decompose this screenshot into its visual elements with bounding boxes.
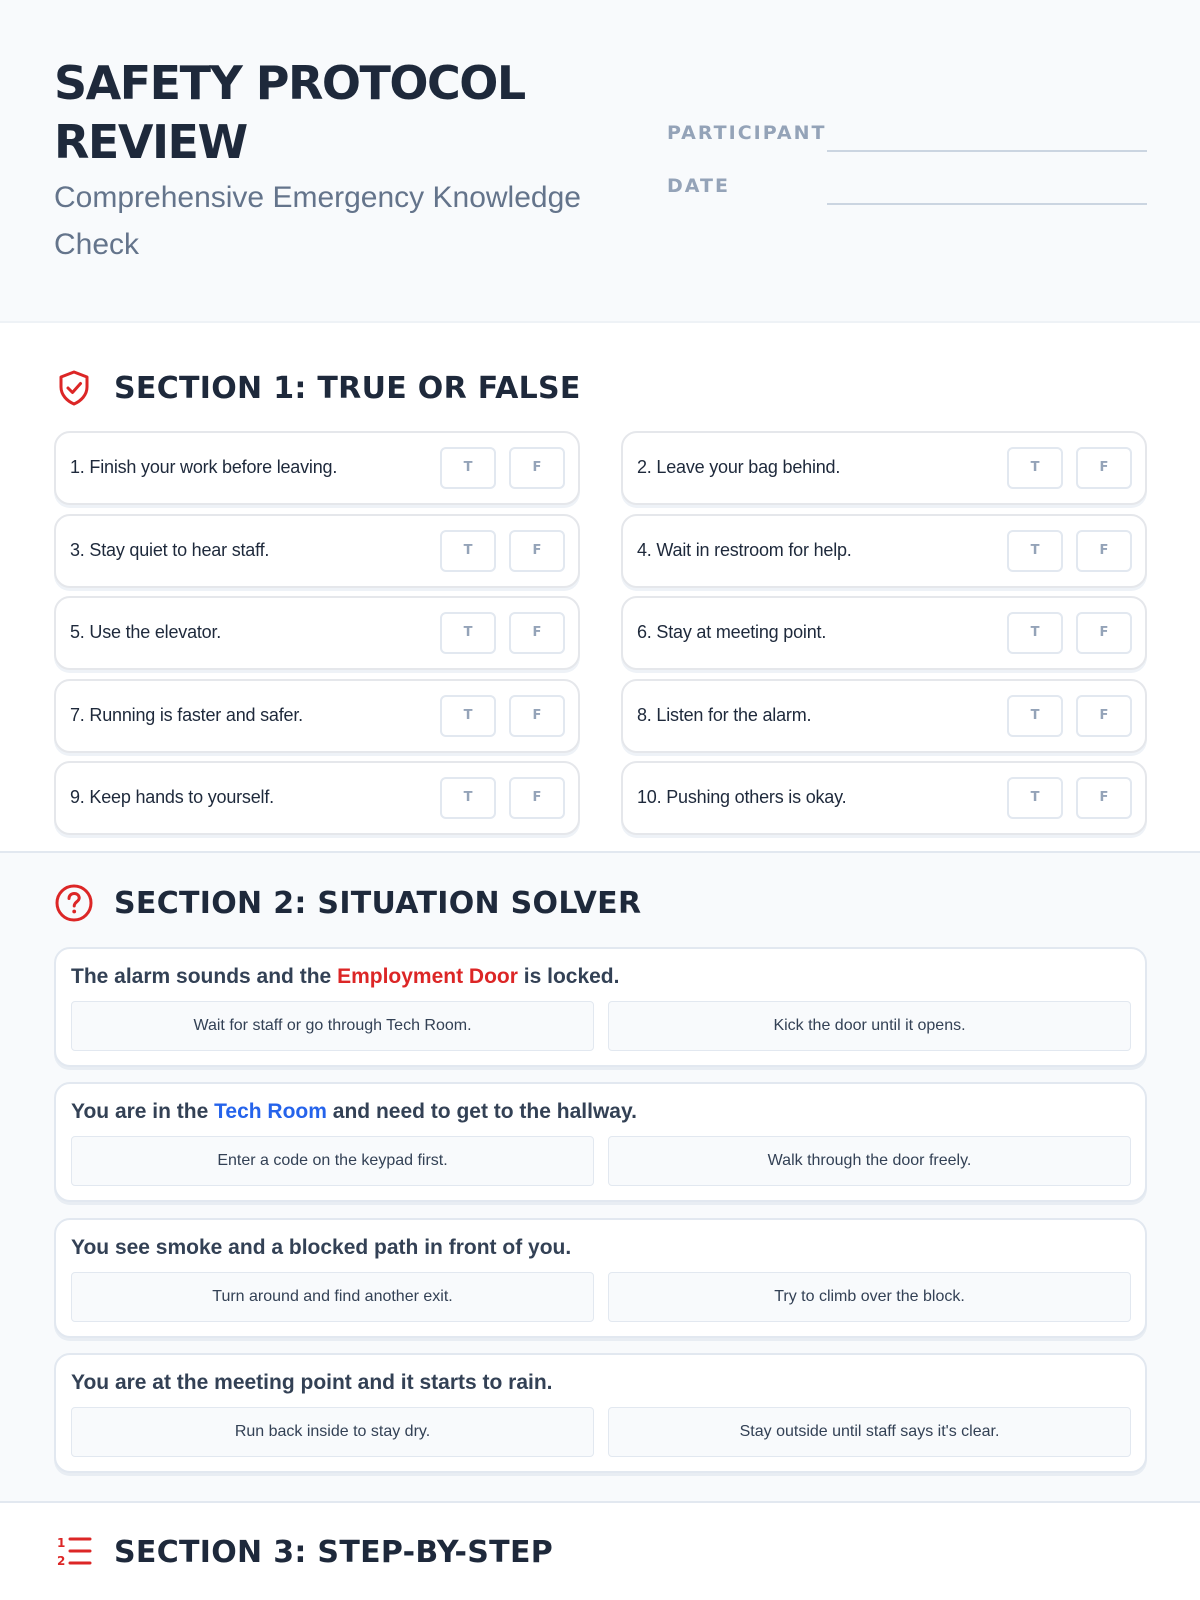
situation-card bbox=[54, 1353, 1147, 1473]
answer-option[interactable]: Wait for staff or go through Tech Room. bbox=[71, 1001, 594, 1051]
section-3-heading bbox=[54, 1530, 553, 1574]
true-button[interactable]: T bbox=[1007, 695, 1063, 737]
situation-text: You are in the bbox=[71, 1100, 215, 1123]
section-2-title: SECTION 2: SITUATION SOLVER bbox=[114, 885, 642, 921]
situation-question bbox=[71, 965, 619, 989]
tf-question-text: 10. Pushing others is okay. bbox=[637, 787, 847, 807]
situation-highlight: Employment Door bbox=[337, 965, 518, 988]
section-3-title: SECTION 3: STEP-BY-STEP bbox=[114, 1534, 554, 1570]
tf-question-text: 9. Keep hands to yourself. bbox=[70, 787, 274, 807]
tf-question-card bbox=[621, 514, 1147, 588]
page-subtitle: Comprehensive Emergency Knowledge Check bbox=[54, 181, 581, 261]
tf-question-card bbox=[54, 596, 580, 670]
answer-option[interactable]: Enter a code on the keypad first. bbox=[71, 1136, 594, 1186]
false-button[interactable]: F bbox=[1076, 530, 1132, 572]
true-button[interactable]: T bbox=[440, 612, 496, 654]
situation-card bbox=[54, 947, 1147, 1067]
situation-question bbox=[71, 1236, 571, 1260]
section-2-heading bbox=[54, 881, 641, 925]
tf-question-card bbox=[621, 679, 1147, 753]
tf-question-card bbox=[54, 431, 580, 505]
situation-text: The alarm sounds and the bbox=[71, 965, 338, 988]
false-button[interactable]: F bbox=[509, 695, 565, 737]
false-button[interactable]: F bbox=[509, 447, 565, 489]
section-step-by-step bbox=[0, 1503, 1200, 1600]
tf-question-card bbox=[621, 761, 1147, 835]
situation-text-end: is locked. bbox=[517, 965, 620, 988]
situation-text: You are at the meeting point and it starts to rain. bbox=[71, 1371, 553, 1394]
date-label: DATE bbox=[667, 175, 730, 197]
tf-question-text: 1. Finish your work before leaving. bbox=[70, 457, 338, 477]
section-true-false bbox=[0, 323, 1200, 851]
answer-option[interactable]: Kick the door until it opens. bbox=[608, 1001, 1131, 1051]
svg-text:1: 1 bbox=[57, 1536, 66, 1550]
situation-text: You see smoke and a blocked path in front of you. bbox=[71, 1236, 572, 1259]
tf-question-card bbox=[621, 596, 1147, 670]
section-1-title: SECTION 1: TRUE OR FALSE bbox=[114, 370, 581, 406]
true-button[interactable]: T bbox=[1007, 777, 1063, 819]
false-button[interactable]: F bbox=[1076, 612, 1132, 654]
situation-card bbox=[54, 1082, 1147, 1202]
section-1-heading bbox=[54, 366, 581, 410]
answer-option[interactable]: Walk through the door freely. bbox=[608, 1136, 1131, 1186]
true-button[interactable]: T bbox=[1007, 612, 1063, 654]
answer-option[interactable]: Turn around and find another exit. bbox=[71, 1272, 594, 1322]
tf-question-text: 7. Running is faster and safer. bbox=[70, 705, 303, 725]
true-button[interactable]: T bbox=[440, 530, 496, 572]
true-button[interactable]: T bbox=[1007, 447, 1063, 489]
svg-text:2: 2 bbox=[57, 1554, 66, 1568]
false-button[interactable]: F bbox=[509, 777, 565, 819]
shield-check-icon bbox=[54, 368, 94, 408]
question-circle-icon bbox=[54, 883, 94, 923]
tf-question-text: 2. Leave your bag behind. bbox=[637, 457, 841, 477]
date-input-line[interactable] bbox=[827, 203, 1147, 205]
situation-card bbox=[54, 1218, 1147, 1338]
true-button[interactable]: T bbox=[440, 447, 496, 489]
tf-question-card bbox=[621, 431, 1147, 505]
situation-question bbox=[71, 1100, 637, 1124]
true-button[interactable]: T bbox=[1007, 530, 1063, 572]
tf-question-text: 6. Stay at meeting point. bbox=[637, 622, 827, 642]
answer-option[interactable]: Stay outside until staff says it's clear. bbox=[608, 1407, 1131, 1457]
false-button[interactable]: F bbox=[509, 530, 565, 572]
true-button[interactable]: T bbox=[440, 695, 496, 737]
answer-option[interactable]: Run back inside to stay dry. bbox=[71, 1407, 594, 1457]
tf-question-card bbox=[54, 761, 580, 835]
tf-question-text: 5. Use the elevator. bbox=[70, 622, 222, 642]
true-button[interactable]: T bbox=[440, 777, 496, 819]
tf-question-text: 3. Stay quiet to hear staff. bbox=[70, 540, 270, 560]
situation-question bbox=[71, 1371, 553, 1395]
situation-highlight: Tech Room bbox=[214, 1100, 327, 1123]
tf-question-card bbox=[54, 514, 580, 588]
participant-label: PARTICIPANT bbox=[667, 122, 827, 144]
false-button[interactable]: F bbox=[1076, 695, 1132, 737]
page-header bbox=[0, 0, 1200, 323]
tf-question-card bbox=[54, 679, 580, 753]
situation-text-end: and need to get to the hallway. bbox=[326, 1100, 637, 1123]
page-title: SAFETY PROTOCOL REVIEW bbox=[54, 56, 525, 169]
date-field bbox=[667, 175, 1147, 215]
section-situation-solver bbox=[0, 851, 1200, 1503]
false-button[interactable]: F bbox=[1076, 447, 1132, 489]
numbered-list-icon bbox=[54, 1532, 94, 1572]
false-button[interactable]: F bbox=[1076, 777, 1132, 819]
tf-question-text: 8. Listen for the alarm. bbox=[637, 705, 812, 725]
participant-input-line[interactable] bbox=[827, 150, 1147, 152]
answer-option[interactable]: Try to climb over the block. bbox=[608, 1272, 1131, 1322]
false-button[interactable]: F bbox=[509, 612, 565, 654]
tf-question-text: 4. Wait in restroom for help. bbox=[637, 540, 852, 560]
participant-field bbox=[667, 122, 1147, 162]
